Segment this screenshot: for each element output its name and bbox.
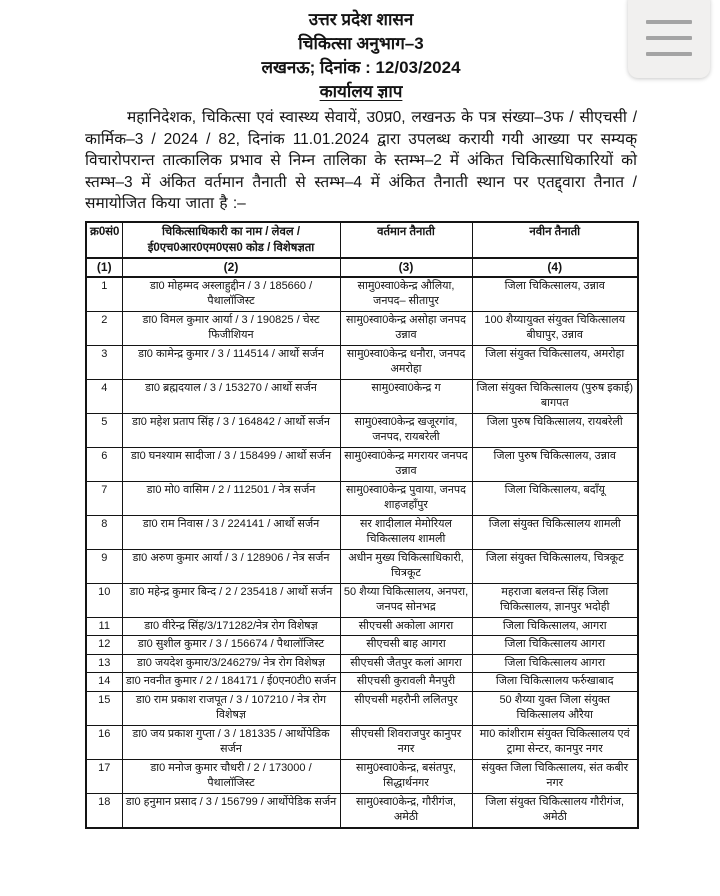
hamburger-bar [646,36,692,40]
serial-cell: 5 [86,413,122,447]
doctor-name-cell: डा0 विमल कुमार आर्या / 3 / 190825 / चेस्ट फिजीशियन [122,311,340,345]
hamburger-bar [646,52,692,56]
new-posting-cell: संयुक्त जिला चिकित्सालय, संत कबीर नगर [472,759,638,793]
hamburger-icon [646,20,692,56]
serial-cell: 6 [86,447,122,481]
table-row [86,481,638,515]
new-posting-cell: जिला संयुक्त चिकित्सालय (पुरुष इकाई) बागपत [472,379,638,413]
new-posting-cell: मा0 कांशीराम संयुक्त चिकित्सालय एवं ट्रामा सेन्टर, कानपुर नगर [472,725,638,759]
current-posting-cell: सर शादीलाल मेमोरियल चिकित्सालय शामली [340,515,472,549]
current-posting-cell: सामु0स्वा0केन्द्र, बसंतपुर, सिद्धार्थनगर [340,759,472,793]
table-row [86,413,638,447]
table-row [86,793,638,828]
table-row [86,759,638,793]
table-row [86,673,638,692]
current-posting-cell: सीएचसी बाह आगरा [340,636,472,655]
new-posting-cell: जिला पुरुष चिकित्सालय, रायबरेली [472,413,638,447]
doctor-name-cell: डा0 घनश्याम सादीजा / 3 / 158499 / आर्थो सर्जन [122,447,340,481]
current-posting-cell: सामु0स्वा0केन्द्र पुवाया, जनपद शाहजहाँपुर [340,481,472,515]
serial-cell: 7 [86,481,122,515]
doctor-name-cell: डा0 महेन्द्र कुमार बिन्द / 2 / 235418 / आर्थो सर्जन [122,583,340,617]
current-posting-cell: अधीन मुख्य चिकित्साधिकारी, चित्रकूट [340,549,472,583]
current-posting-cell: 50 शैय्या चिकित्सालय, अनपरा, जनपद सोनभद्र [340,583,472,617]
serial-cell: 12 [86,636,122,655]
doctor-name-cell: डा0 हनुमान प्रसाद / 3 / 156799 / आर्थोपेडिक सर्जन [122,793,340,828]
table-row [86,691,638,725]
memo-heading: कार्यालय ज्ञाप [319,82,403,101]
doctor-name-cell: डा0 अरुण कुमार आर्या / 3 / 128906 / नेत्र सर्जन [122,549,340,583]
new-posting-cell: जिला संयुक्त चिकित्सालय, चित्रकूट [472,549,638,583]
serial-cell: 11 [86,617,122,636]
new-posting-cell: जिला चिकित्सालय, आगरा [472,617,638,636]
government-title: उत्तर प्रदेश शासन [308,10,414,29]
header-serial: क्र0सं0 [86,222,122,258]
table-row [86,311,638,345]
doctor-table-body [86,277,638,828]
doctor-name-cell: डा0 ब्रह्मदयाल / 3 / 153270 / आर्थो सर्जन [122,379,340,413]
doctor-name-cell: डा0 नवनीत कुमार / 2 / 184171 / ई0एन0टी0 सर्जन [122,673,340,692]
serial-cell: 8 [86,515,122,549]
doctor-name-cell: डा0 कामेन्द्र कुमार / 3 / 114514 / आर्थो सर्जन [122,345,340,379]
table-row [86,277,638,312]
new-posting-cell: महराजा बलवन्त सिंह जिला चिकित्सालय, ज्ञानपुर भदोही [472,583,638,617]
header-current-posting: वर्तमान तैनाती [340,222,472,258]
serial-cell: 17 [86,759,122,793]
new-posting-cell: जिला चिकित्सालय, उन्नाव [472,277,638,312]
table-row [86,654,638,673]
serial-cell: 2 [86,311,122,345]
table-subheader-row [86,258,638,277]
new-posting-cell: जिला चिकित्सालय आगरा [472,654,638,673]
current-posting-cell: सामु0स्वा0केन्द्र औलिया, जनपद– सीतापुर [340,277,472,312]
menu-button[interactable] [628,0,710,78]
memo-body-paragraph: महानिदेशक, चिकित्सा एवं स्वास्थ्य सेवायें, उ0प्र0, लखनऊ के पत्र संख्या–3फ / सीएचसी / कार्मिक–3 / 2024 / 82, दिनांक 11.01.2024 द्वारा उपलब्ध करायी गयी आख्या पर सम्यक् विचारोपरान्त तात्कालिक प्रभाव से निम्न तालिका के स्तम्भ–2 में अंकित चिकित्साधिकारियों को स्तम्भ–3 में अंकित वर्तमान तैनाती से स्तम्भ–4 में अंकित तैनाती स्थान पर एतद्द्वारा तैनात / समायोजित किया जाता है :– [85,109,637,212]
table-row [86,515,638,549]
current-posting-cell: सामु0स्वा0केन्द्र, गौरीगंज, अमेठी [340,793,472,828]
subheader-1: (1) [86,258,122,277]
current-posting-cell: सामु0स्वा0केन्द्र धनौरा, जनपद अमरोहा [340,345,472,379]
serial-cell: 9 [86,549,122,583]
new-posting-cell: जिला चिकित्सालय फर्रुखाबाद [472,673,638,692]
subheader-4: (4) [472,258,638,277]
table-row [86,549,638,583]
table-row [86,379,638,413]
serial-cell: 18 [86,793,122,828]
serial-cell: 10 [86,583,122,617]
serial-cell: 3 [86,345,122,379]
doctor-name-cell: डा0 राम प्रकाश राजपूत / 3 / 107210 / नेत्र रोग विशेषज्ञ [122,691,340,725]
serial-cell: 15 [86,691,122,725]
doctor-name-cell: डा0 वीरेन्द्र सिंह/3/171282/नेत्र रोग विशेषज्ञ [122,617,340,636]
current-posting-cell: सीएचसी जैतपुर कलां आगरा [340,654,472,673]
doctor-name-cell: डा0 मोहम्मद अस्लाहुद्दीन / 3 / 185660 / पैथालॉजिस्ट [122,277,340,312]
serial-cell: 14 [86,673,122,692]
table-row [86,636,638,655]
doctor-name-cell: डा0 राम निवास / 3 / 224141 / आर्थो सर्जन [122,515,340,549]
serial-cell: 16 [86,725,122,759]
doctor-name-cell: डा0 मो0 वासिम / 2 / 112501 / नेत्र सर्जन [122,481,340,515]
table-row [86,447,638,481]
current-posting-cell: सामु0स्वा0केन्द्र असोहा जनपद उन्नाव [340,311,472,345]
doctor-name-cell: डा0 महेश प्रताप सिंह / 3 / 164842 / आर्थो सर्जन [122,413,340,447]
transfer-table [85,221,639,829]
memo-document [85,8,637,829]
new-posting-cell: जिला संयुक्त चिकित्सालय गौरीगंज, अमेठी [472,793,638,828]
serial-cell: 4 [86,379,122,413]
header-new-posting: नवीन तैनाती [472,222,638,258]
current-posting-cell: सीएचसी कुरावली मैनपुरी [340,673,472,692]
new-posting-cell: 100 शैय्यायुक्त संयुक्त चिकित्सालय बीघापुर, उन्नाव [472,311,638,345]
doctor-name-cell: डा0 सुशील कुमार / 3 / 156674 / पैथालॉजिस्ट [122,636,340,655]
serial-cell: 1 [86,277,122,312]
current-posting-cell: सीएचसी महरौनी ललितपुर [340,691,472,725]
new-posting-cell: जिला चिकित्सालय, बदाँयू [472,481,638,515]
table-row [86,345,638,379]
new-posting-cell: जिला संयुक्त चिकित्सालय, अमरोहा [472,345,638,379]
serial-cell: 13 [86,654,122,673]
current-posting-cell: सामु0स्वा0केन्द्र खजूरगांव, जनपद, रायबरेली [340,413,472,447]
table-row [86,583,638,617]
doctor-name-cell: डा0 जयदेश कुमार/3/246279/ नेत्र रोग विशेषज्ञ [122,654,340,673]
table-row [86,725,638,759]
current-posting-cell: सामु0स्वा0केन्द्र मगरायर जनपद उन्नाव [340,447,472,481]
current-posting-cell: सामु0स्वा0केन्द्र ग [340,379,472,413]
new-posting-cell: जिला पुरुष चिकित्सालय, उन्नाव [472,447,638,481]
new-posting-cell: जिला चिकित्सालय आगरा [472,636,638,655]
current-posting-cell: सीएचसी अकोला आगरा [340,617,472,636]
hamburger-bar [646,20,692,24]
new-posting-cell: 50 शैय्या युक्त जिला संयुक्त चिकित्सालय औरैया [472,691,638,725]
header-doctor-name: चिकित्साधिकारी का नाम / लेवल / ई0एच0आर0एम0एस0 कोड / विशेषज्ञता [122,222,340,258]
doctor-name-cell: डा0 मनोज कुमार चौधरी / 2 / 173000 / पैथालॉजिस्ट [122,759,340,793]
doctor-name-cell: डा0 जय प्रकाश गुप्ता / 3 / 181335 / आर्थोपेडिक सर्जन [122,725,340,759]
subheader-2: (2) [122,258,340,277]
table-header-row [86,222,638,258]
new-posting-cell: जिला संयुक्त चिकित्सालय शामली [472,515,638,549]
place-date-line: लखनऊ; दिनांक : 12/03/2024 [261,58,461,77]
current-posting-cell: सीएचसी शिवराजपुर कानुपर नगर [340,725,472,759]
table-row [86,617,638,636]
subheader-3: (3) [340,258,472,277]
department-section-title: चिकित्सा अनुभाग–3 [298,34,424,53]
